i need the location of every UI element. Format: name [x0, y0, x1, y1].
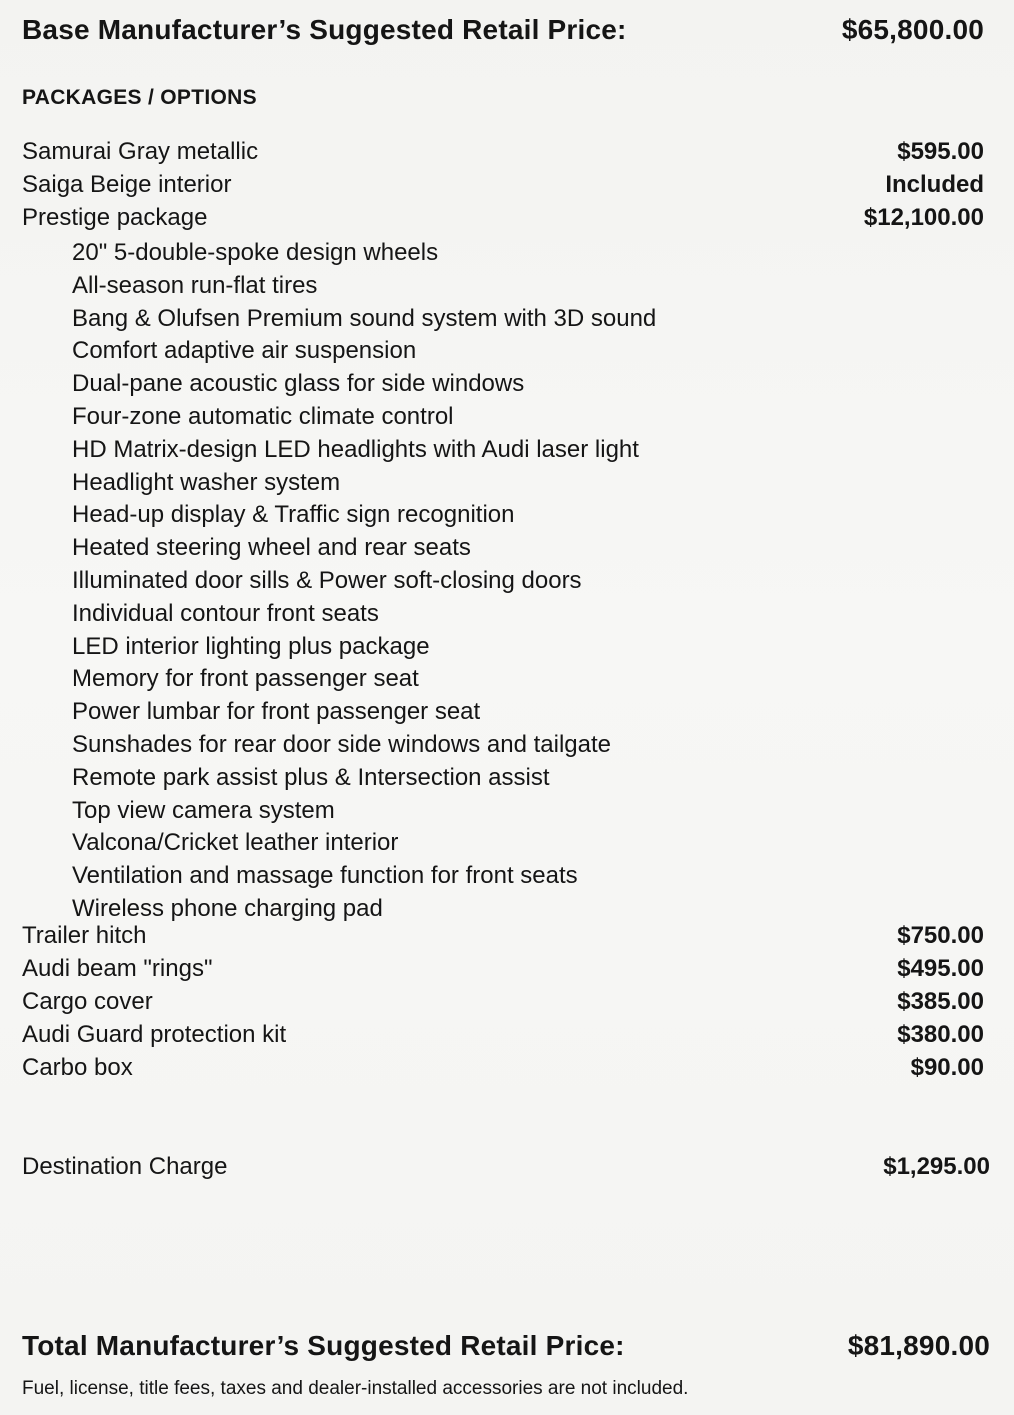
feature-item: Heated steering wheel and rear seats: [72, 534, 471, 562]
option-row: [22, 204, 984, 232]
feature-item: Top view camera system: [72, 796, 335, 824]
feature-item: Headlight washer system: [72, 468, 341, 496]
feature-item: Four-zone automatic climate control: [72, 402, 454, 430]
base-price-row: [22, 14, 984, 46]
feature-item: LED interior lighting plus package: [72, 632, 430, 660]
feature-item: Wireless phone charging pad: [72, 894, 383, 922]
feature-item: Memory for front passenger seat: [72, 665, 419, 693]
option-row: [22, 922, 984, 950]
feature-item: Bang & Olufsen Premium sound system with 3D sound: [72, 304, 657, 332]
feature-item: Head-up display & Traffic sign recognition: [72, 501, 515, 529]
total-price-row: [22, 1330, 990, 1362]
feature-item: 20" 5-double-spoke design wheels: [72, 239, 439, 266]
total-price-value: $81,890.00: [847, 1330, 990, 1361]
option-price: $90.00: [910, 1054, 984, 1081]
disclaimer-footnote: Fuel, license, title fees, taxes and dealer-installed accessories are not included.: [22, 1378, 689, 1399]
option-row: [22, 1021, 984, 1049]
option-label: Cargo cover: [22, 988, 153, 1015]
option-price: $385.00: [897, 988, 984, 1015]
destination-price: $1,295.00: [883, 1153, 990, 1180]
feature-item: Valcona/Cricket leather interior: [72, 829, 399, 857]
feature-item: HD Matrix-design LED headlights with Audi laser light: [72, 435, 639, 463]
option-label: Samurai Gray metallic: [22, 138, 259, 165]
option-label: Saiga Beige interior: [22, 171, 232, 198]
feature-item: Ventilation and massage function for front seats: [72, 862, 578, 890]
option-price: $595.00: [897, 138, 984, 165]
feature-item: All-season run-flat tires: [72, 271, 318, 299]
prestige-feature-list: [72, 237, 656, 926]
feature-item: Individual contour front seats: [72, 599, 379, 627]
option-price: $12,100.00: [863, 204, 984, 231]
base-price-value: $65,800.00: [841, 14, 984, 45]
section-title: PACKAGES / OPTIONS: [22, 86, 257, 109]
feature-item: Remote park assist plus & Intersection assist: [72, 763, 550, 791]
option-label: Trailer hitch: [22, 922, 147, 949]
option-price: $380.00: [897, 1021, 984, 1048]
destination-row: [22, 1153, 990, 1181]
option-label: Carbo box: [22, 1054, 133, 1081]
feature-item: Sunshades for rear door side windows and tailgate: [72, 730, 611, 758]
feature-item: Power lumbar for front passenger seat: [72, 698, 481, 726]
feature-item: Illuminated door sills & Power soft-closing doors: [72, 566, 582, 594]
destination-label: Destination Charge: [22, 1153, 228, 1180]
option-price: $750.00: [897, 922, 984, 949]
base-price-label: Base Manufacturer’s Suggested Retail Price:: [22, 14, 627, 45]
option-row: [22, 1054, 984, 1082]
option-price: $495.00: [897, 955, 984, 982]
option-label: Prestige package: [22, 204, 208, 231]
option-row: [22, 955, 984, 983]
option-row: [22, 988, 984, 1016]
option-row: [22, 171, 984, 199]
option-price: Included: [885, 171, 984, 198]
option-label: Audi beam "rings": [22, 955, 213, 982]
option-row: [22, 138, 984, 166]
feature-item: Dual-pane acoustic glass for side windows: [72, 370, 525, 398]
feature-item: Comfort adaptive air suspension: [72, 337, 417, 365]
option-label: Audi Guard protection kit: [22, 1021, 287, 1048]
total-price-label: Total Manufacturer’s Suggested Retail Price:: [22, 1330, 625, 1361]
